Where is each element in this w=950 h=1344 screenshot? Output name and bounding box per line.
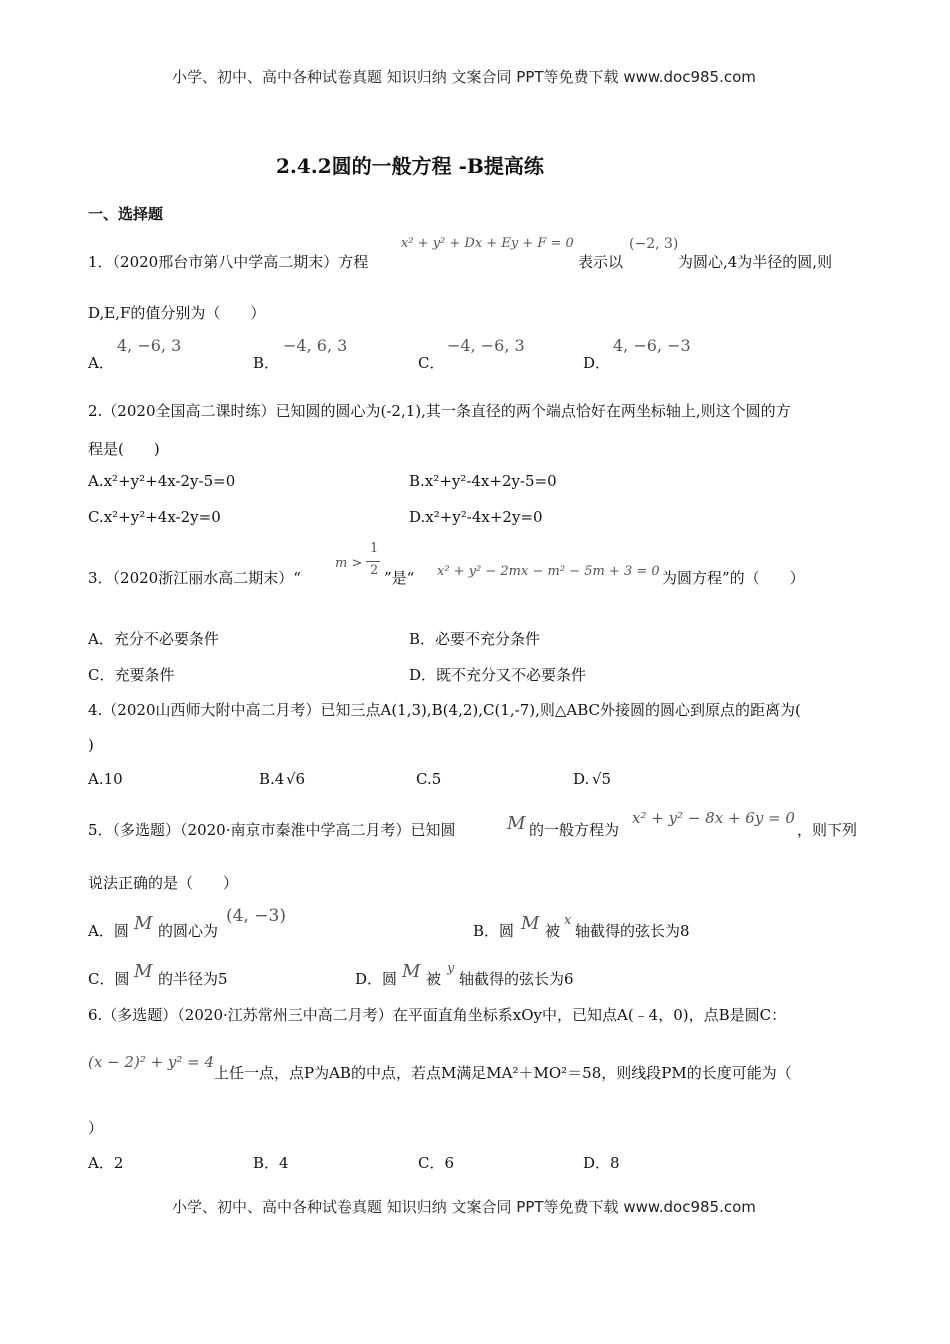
q4-line1: 4.（2020山西师大附中高二月考）已知三点A(1,3),B(4,2),C(1,-7),则△ABC外接圆的圆心到原点的距离为(: [88, 701, 801, 719]
q1-option-c-value: −4, −6, 3: [447, 336, 525, 355]
q5-option-b-text1: B．圆: [473, 922, 515, 940]
q5-option-c-m: M: [134, 961, 153, 982]
q1-suffix: 为圆心,4为半径的圆,则: [678, 253, 833, 271]
q2-option-c: C.x²+y²+4x-2y=0: [88, 508, 221, 526]
page-header: 小学、初中、高中各种试卷真题 知识归纳 文案合同 PPT等免费下载 www.doc985.com: [172, 68, 756, 86]
q1-option-d-value: 4, −6, −3: [613, 336, 691, 355]
q2-line1: 2.（2020全国高二课时练）已知圆的圆心为(-2,1),其一条直径的两个端点恰好在两坐标轴上,则这个圆的方: [88, 402, 791, 420]
q4-option-b-root: √6: [286, 770, 306, 788]
q6-option-a: A．2: [88, 1154, 124, 1172]
q3-equation: x² + y² − 2mx − m² − 5m + 3 = 0: [437, 564, 660, 579]
q1-center-point: (−2, 3): [629, 236, 679, 252]
q5-option-d-y: y: [447, 961, 455, 976]
q4-option-d-root: √5: [592, 770, 612, 788]
q1-prefix: 1．（2020邢台市第八中学高二期末）方程: [88, 253, 369, 271]
q6-option-c: C．6: [418, 1154, 455, 1172]
q3-mid: ”是“: [384, 569, 415, 587]
q5-suffix: ，则下列: [797, 821, 858, 839]
q1-option-b-value: −4, 6, 3: [283, 336, 348, 355]
q4-option-d: D.: [573, 770, 590, 788]
q5-option-a-text1: A．圆: [88, 922, 129, 940]
q3-fraction-num: 1: [370, 541, 379, 556]
q6-option-b: B．4: [253, 1154, 289, 1172]
q4-option-c: C.5: [416, 770, 442, 788]
q5-option-b-x: x: [564, 913, 572, 928]
page-footer: 小学、初中、高中各种试卷真题 知识归纳 文案合同 PPT等免费下载 www.doc985.com: [172, 1198, 756, 1216]
q3-suffix: 为圆方程”的（ ）: [662, 569, 805, 587]
q5-option-b-text2: 被: [545, 922, 561, 940]
section-heading: 一、选择题: [88, 205, 164, 223]
q1-option-a-label: A．: [88, 354, 114, 372]
q6-option-d: D．8: [583, 1154, 620, 1172]
q2-option-b: B.x²+y²-4x+2y-5=0: [409, 472, 557, 490]
q5-option-d-m: M: [402, 961, 421, 982]
q1-mid: 表示以: [578, 253, 624, 271]
q5-option-d-text2: 被: [426, 970, 442, 988]
q6-line2: 上任一点，点P为AB的中点，若点M满足MA²＋MO²＝58，则线段PM的长度可能为（: [214, 1064, 792, 1082]
q5-option-c-text1: C．圆: [88, 970, 130, 988]
q3-fraction-den: 2: [370, 563, 379, 578]
q5-option-d-text3: 轴截得的弦长为6: [459, 970, 574, 988]
q1-line2: D,E,F的值分别为（ ）: [88, 304, 266, 322]
q1-option-a-value: 4, −6, 3: [117, 336, 182, 355]
q4-line2: ): [88, 736, 94, 754]
q2-line2: 程是( ): [88, 440, 160, 458]
q3-option-c: C．充要条件: [88, 666, 175, 684]
q5-prefix: 5．（多选题）（2020·南京市秦淮中学高二月考）已知圆: [88, 821, 456, 839]
q5-option-d-text1: D．圆: [355, 970, 398, 988]
q5-option-a-point: (4, −3): [226, 906, 286, 926]
q3-fraction-bar: [366, 561, 380, 562]
q2-option-d: D.x²+y²-4x+2y=0: [409, 508, 543, 526]
q6-line1: 6.（多选题）（2020·江苏常州三中高二月考）在平面直角坐标系xOy中，已知点A(﹣4，0)，点B是圆C：: [88, 1006, 787, 1024]
q6-equation: (x − 2)² + y² = 4: [88, 1053, 215, 1071]
q1-option-d-label: D．: [583, 354, 611, 372]
q5-line2: 说法正确的是（ ）: [88, 874, 239, 892]
q5-option-a-m: M: [134, 913, 153, 934]
q3-option-a: A．充分不必要条件: [88, 630, 219, 648]
q5-mid: 的一般方程为: [529, 821, 620, 839]
q4-option-a: A.10: [88, 770, 123, 788]
page-title: 2.4.2圆的一般方程 -B提高练: [276, 154, 544, 178]
q1-equation: x² + y² + Dx + Ey + F = 0: [401, 236, 574, 251]
q3-option-b: B．必要不充分条件: [409, 630, 541, 648]
q6-line3: ）: [88, 1119, 104, 1137]
q5-option-b-m: M: [521, 913, 540, 934]
q1-option-c-label: C．: [418, 354, 445, 372]
q3-option-d: D．既不充分又不必要条件: [409, 666, 587, 684]
q2-option-a: A.x²+y²+4x-2y-5=0: [88, 472, 236, 490]
q3-prefix: 3．（2020浙江丽水高二期末）“: [88, 569, 301, 587]
q4-option-b: B.4: [259, 770, 285, 788]
q5-option-a-text2: 的圆心为: [158, 922, 219, 940]
q3-m-gt: m >: [335, 556, 363, 571]
q5-option-c-text2: 的半径为5: [158, 970, 228, 988]
q1-option-b-label: B．: [253, 354, 280, 372]
q5-option-b-text3: 轴截得的弦长为8: [575, 922, 690, 940]
q5-equation: x² + y² − 8x + 6y = 0: [632, 809, 795, 827]
q5-circle-m: M: [507, 813, 526, 834]
